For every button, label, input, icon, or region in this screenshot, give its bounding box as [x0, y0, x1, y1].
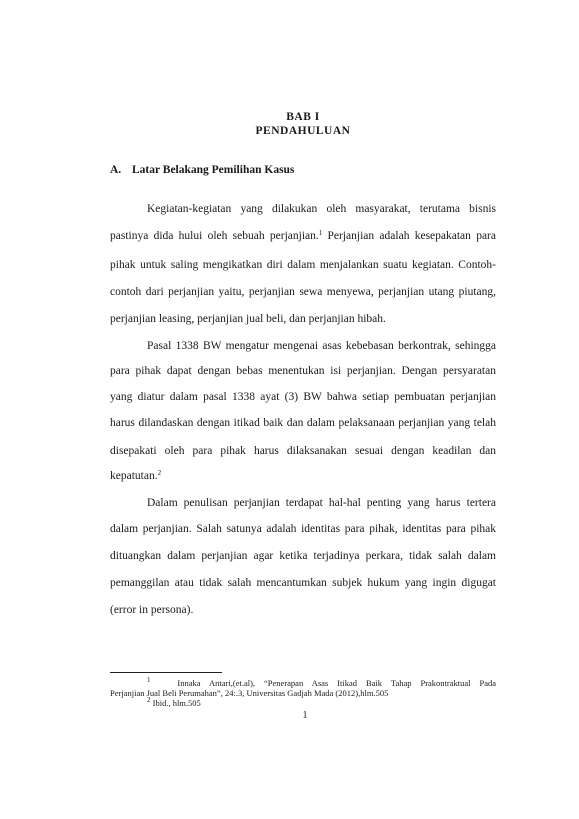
footnote-2-text: Ibid., hlm.505 — [150, 698, 201, 708]
paragraph-2-line-6 — [110, 469, 496, 483]
paragraph-1-line-3: pihak untuk saling mengikatkan diri dalam menjalankan suatu kegiatan. Contoh- — [110, 259, 496, 271]
paragraph-1-line-2-text: pastinya dida hului oleh sebuah perjanjian. — [110, 230, 319, 242]
paragraph-1-line-2 — [110, 229, 496, 243]
paragraph-2-line-5: disepakati oleh para pihak harus dilaksanakan sesuai dengan keadilan dan — [110, 445, 496, 457]
paragraph-2-line-3: yang diatur dalam pasal 1338 ayat (3) BW bahwa setiap pembuatan perjanjian — [110, 391, 496, 403]
paragraph-1-line-5: perjanjian leasing, perjanjian jual beli, dan perjanjian hibah. — [110, 313, 386, 325]
footnote-2 — [147, 698, 496, 709]
section-title: Latar Belakang Pemilihan Kasus — [132, 164, 295, 176]
paragraph-1-line-2-rest: Perjanjian adalah kesepakatan para — [322, 230, 496, 242]
paragraph-3-line-1: Dalam penulisan perjanjian terdapat hal-hal penting yang harus tertera — [147, 497, 496, 509]
chapter-number: BAB I — [286, 111, 320, 123]
footnote-1-marker: 1 — [147, 676, 151, 684]
footnote-ref-1: 1 — [318, 229, 323, 237]
section-heading — [110, 164, 294, 176]
paragraph-2-line-1: Pasal 1338 BW mengatur mengenai asas kebebasan berkontrak, sehingga — [147, 340, 496, 352]
page-number: 1 — [302, 710, 308, 721]
paragraph-3-line-3: dituangkan dalam perjanjian agar ketika terjadinya perkara, tidak salah dalam — [110, 550, 496, 562]
paragraph-2-line-6-text: kepatutan. — [110, 470, 158, 482]
footnote-1-line-2: Perjanjian Jual Beli Perumahan”, 24:.3, Universitas Gadjah Mada (2012),hlm.505 — [110, 688, 389, 698]
paragraph-3-line-4: pemanggilan atau tidak salah mencantumkan subjek hukum yang ingin digugat — [110, 577, 496, 589]
paragraph-2-line-2: para pihak dapat dengan bebas menentukan isi perjanjian. Dengan persyaratan — [110, 365, 496, 377]
footnote-ref-2: 2 — [157, 469, 162, 477]
section-letter: A. — [110, 164, 122, 176]
paragraph-2-line-4: harus dilandaskan dengan itikad baik dan dalam pelaksanaan perjanjian yang telah — [110, 417, 496, 429]
paragraph-3-line-5: (error in persona). — [110, 604, 194, 616]
footnote-separator — [110, 672, 222, 673]
chapter-title: PENDAHULUAN — [255, 125, 351, 137]
footnote-1-text: Innaka Antari,(et.al), “Penerapan Asas Itikad Baik Tahap Prakontraktual Pada — [177, 678, 496, 688]
paragraph-1-line-4: contoh dari perjanjian yaitu, perjanjian sewa menyewa, perjanjian utang piutang, — [110, 286, 496, 298]
paragraph-3-line-2: dalam perjanjian. Salah satunya adalah identitas para pihak, identitas para pihak — [110, 523, 496, 535]
paragraph-1-line-1: Kegiatan-kegiatan yang dilakukan oleh masyarakat, terutama bisnis — [147, 203, 496, 215]
footnote-2-marker: 2 — [147, 696, 151, 704]
